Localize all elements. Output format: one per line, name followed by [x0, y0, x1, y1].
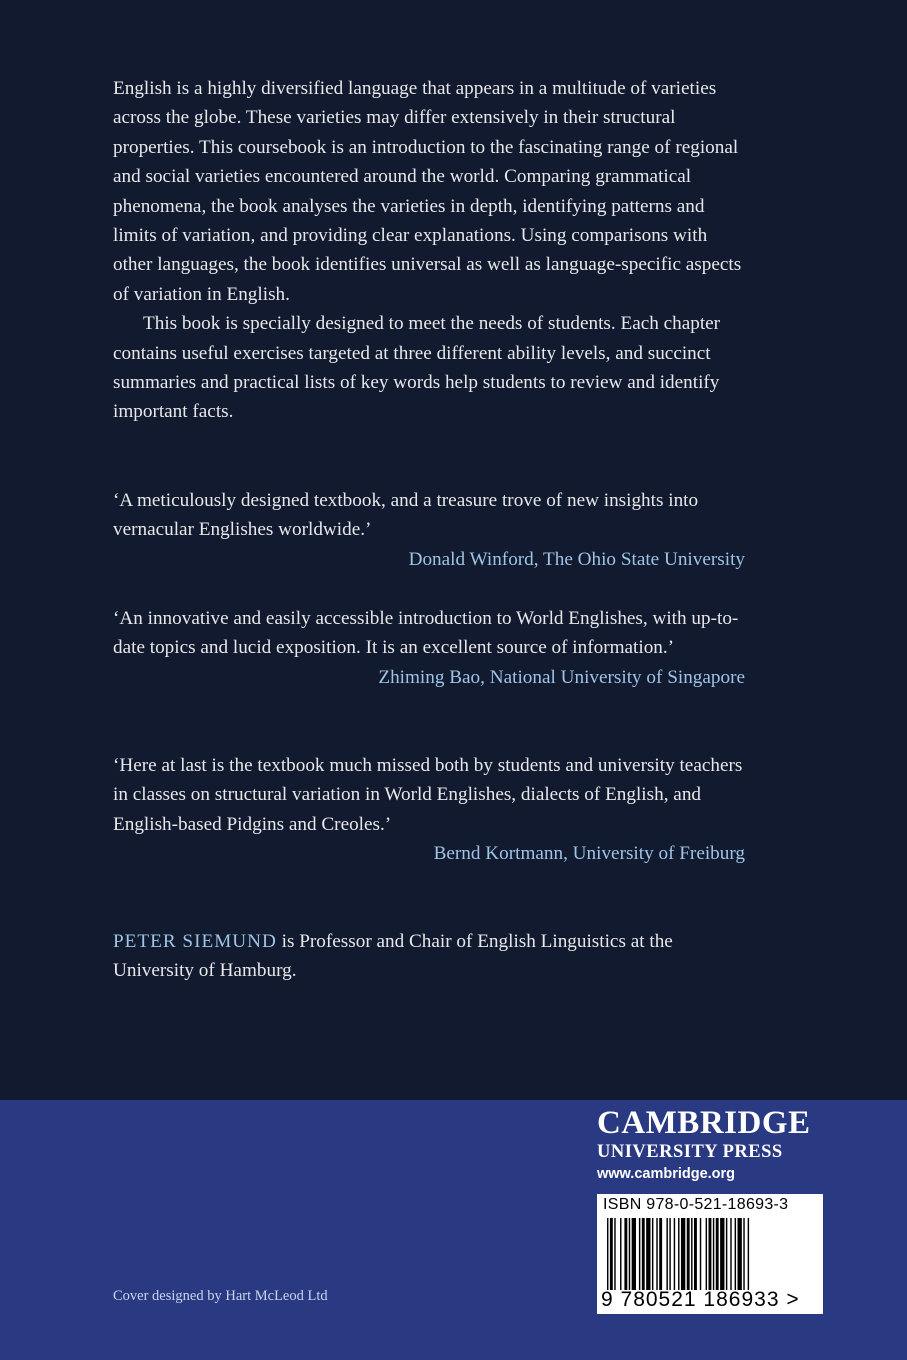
publisher-url: www.cambridge.org [597, 1166, 736, 1182]
isbn-number: ISBN 978-0-521-18693-3 [603, 1196, 789, 1213]
cover-credit: Cover designed by Hart McLeod Ltd [113, 1288, 328, 1304]
quote-attribution: Bernd Kortmann, University of Freiburg [433, 843, 745, 865]
quote-text: ‘Here at last is the textbook much missed both by students and university teachers in classes on structural variation in World Englishes, dialects of English, and English-based Pidgins and Creoles.’ [113, 755, 743, 835]
book-blurb [113, 74, 745, 427]
blurb-paragraph-1: English is a highly diversified language that appears in a multitude of varieties across the globe. These varieties may differ extensively in their structural properties. This coursebook is an introduction to the fascinating range of regional and social varieties encountered around the world. Comparing grammatical phenomena, the book analyses the varieties in depth, identifying patterns and limits of variation, and providing clear explanations. Using comparisons with other languages, the book identifies universal as well as language-specific aspects of variation in English. [113, 78, 742, 305]
blurb-paragraph-2: This book is specially designed to meet the needs of students. Each chapter contains useful exercises targeted at three different ability levels, and succinct summaries and practical lists of key words help students to review and identify important facts. [113, 313, 721, 423]
barcode-digits: 9 780521 186933 > [601, 1288, 800, 1311]
barcode-bars-icon [607, 1218, 813, 1290]
quote-attribution: Zhiming Bao, National University of Singapore [378, 666, 745, 688]
quote-text: ‘A meticulously designed textbook, and a treasure trove of new insights into vernacular Englishes worldwide.’ [113, 490, 699, 541]
author-name: PETER SIEMUND [113, 931, 277, 952]
publisher-name: CAMBRIDGE [597, 1105, 811, 1141]
review-quote-1 [113, 486, 745, 574]
quote-attribution: Donald Winford, The Ohio State University [408, 548, 745, 570]
isbn-barcode [597, 1194, 823, 1314]
review-quote-2 [113, 604, 745, 692]
publisher-subtitle: UNIVERSITY PRESS [597, 1142, 783, 1162]
author-bio-text: is Professor and Chair of English Linguistics at the University of Hamburg. [113, 931, 673, 982]
author-bio [113, 927, 745, 986]
review-quote-3 [113, 751, 745, 869]
quote-text: ‘An innovative and easily accessible introduction to World Englishes, with up-to-date topics and lucid exposition. It is an excellent source of information.’ [113, 608, 739, 659]
publisher-logo [597, 1105, 823, 1182]
